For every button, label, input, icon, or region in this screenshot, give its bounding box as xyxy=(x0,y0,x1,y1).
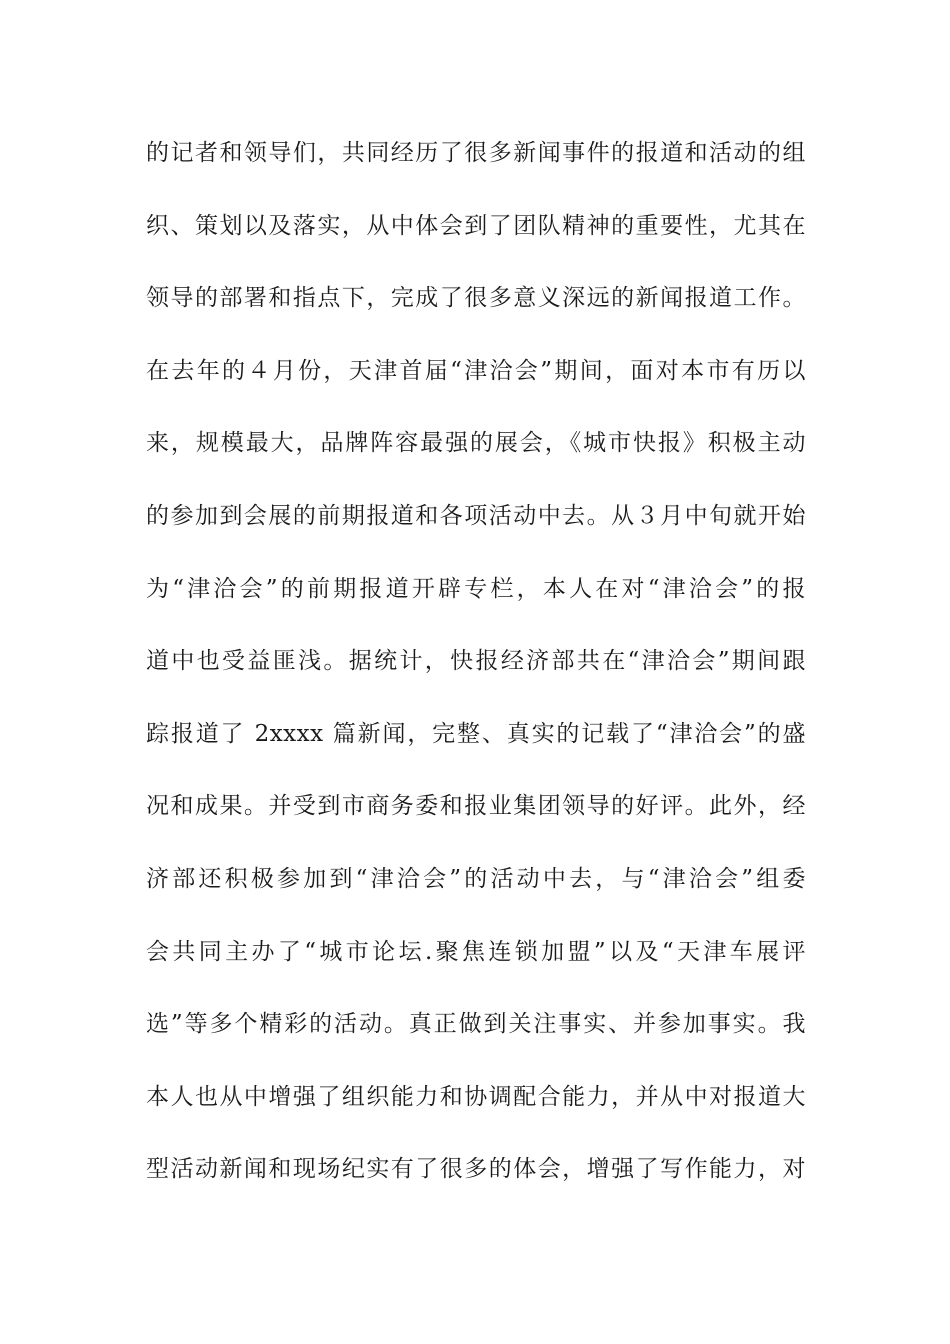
text-line: 会共同主办了“城市论坛.聚焦连锁加盟”以及“天津车展评 xyxy=(146,938,806,965)
text-line: 的参加到会展的前期报道和各项活动中去。从３月中旬就开始 xyxy=(146,502,806,529)
text-line: 本人也从中增强了组织能力和协调配合能力，并从中对报道大 xyxy=(146,1083,806,1110)
body-text xyxy=(146,130,806,1219)
text-line: 为“津洽会”的前期报道开辟专栏，本人在对“津洽会”的报 xyxy=(146,575,806,602)
text-line: 济部还积极参加到“津洽会”的活动中去，与“津洽会”组委 xyxy=(146,865,806,892)
text-line: 选”等多个精彩的活动。真正做到关注事实、并参加事实。我 xyxy=(146,1011,806,1038)
text-line: 来，规模最大，品牌阵容最强的展会，《城市快报》积极主动 xyxy=(146,430,806,457)
text-line: 踪报道了 2xxxx 篇新闻，完整、真实的记载了“津洽会”的盛 xyxy=(146,720,806,747)
text-line: 的记者和领导们，共同经历了很多新闻事件的报道和活动的组 xyxy=(146,140,806,166)
text-line: 织、策划以及落实，从中体会到了团队精神的重要性，尤其在 xyxy=(146,212,806,239)
text-line: 况和成果。并受到市商务委和报业集团领导的好评。此外，经 xyxy=(146,793,806,820)
text-line: 在去年的４月份，天津首届“津洽会”期间，面对本市有历以 xyxy=(146,357,806,384)
text-line: 型活动新闻和现场纪实有了很多的体会，增强了写作能力，对 xyxy=(146,1156,806,1183)
text-line: 道中也受益匪浅。据统计，快报经济部共在“津洽会”期间跟 xyxy=(146,648,806,675)
text-line: 领导的部署和指点下，完成了很多意义深远的新闻报道工作。 xyxy=(146,285,806,312)
